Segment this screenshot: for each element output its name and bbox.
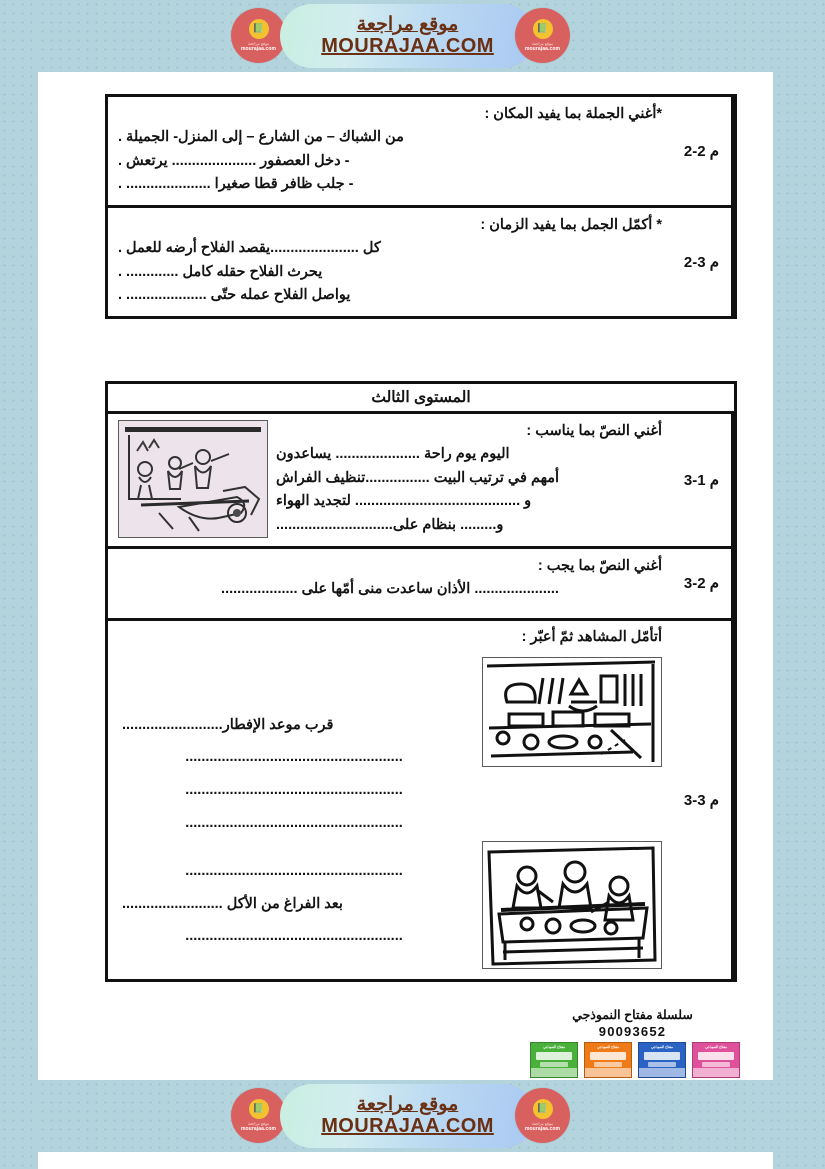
book-thumbnail-green[interactable]: [530, 1042, 578, 1078]
instruction-line: * أكمّل الجمل بما يفيد الزمان :: [480, 216, 662, 233]
logo-caption-arabic: موقع مراجعة: [531, 1120, 554, 1126]
exercise-body-2-2: [108, 97, 672, 205]
writing-lines-column: [118, 653, 470, 953]
blank-line[interactable]: و ......................................... لتجديد الهواء: [276, 493, 532, 510]
banner-pill-bottom[interactable]: [280, 1084, 535, 1148]
mourajaa-logo-icon-secondary: [515, 8, 570, 63]
book-band: [536, 1052, 572, 1060]
exercise-body-1-3: [108, 414, 672, 546]
exercise-text-block: [276, 420, 662, 537]
book-thumbnail-pink[interactable]: [692, 1042, 740, 1078]
book-band: [648, 1062, 677, 1067]
mourajaa-logo-icon-secondary: [515, 1088, 570, 1143]
book-title: مفتاح النموذجي: [651, 1045, 673, 1049]
banner-site-link[interactable]: MOURAJAA.COM: [321, 34, 494, 57]
logo-caption-latin: mourajaa.com: [240, 45, 277, 52]
book-footer-strip: [531, 1068, 577, 1077]
publisher-credit: [525, 1008, 740, 1039]
exercise-body-3-3: [108, 621, 672, 979]
mourajaa-logo-icon: [231, 1088, 286, 1143]
book-glyph-icon: 📗: [533, 1099, 553, 1119]
book-band: [594, 1062, 623, 1067]
banner-pill-top[interactable]: [280, 4, 535, 68]
blank-line[interactable]: أمهم في ترتيب البيت ................تنظيف الفراش: [276, 469, 560, 486]
logo-caption: [241, 1121, 276, 1132]
book-footer-strip: [585, 1068, 631, 1077]
book-thumbnail-blue[interactable]: [638, 1042, 686, 1078]
writing-blank-line[interactable]: ......................................................: [185, 928, 403, 945]
blank-line[interactable]: ..................... الأذان ساعدت منى أمّها على ...................: [221, 581, 559, 598]
worksheet-sheet: [38, 0, 773, 1169]
book-band: [698, 1052, 734, 1060]
book-thumbnail-orange[interactable]: [584, 1042, 632, 1078]
exercise-code-2-2: م 2-2: [672, 97, 734, 205]
exercise-body-2-3: [108, 549, 672, 618]
logo-caption: [241, 41, 276, 52]
banner-arabic-title: موقع مراجعة: [356, 1094, 459, 1116]
instruction-line: أغني النصّ بما يجب :: [537, 558, 662, 574]
book-title: مفتاح النموذجي: [705, 1045, 727, 1049]
logo-caption-arabic: موقع مراجعة: [247, 1120, 270, 1126]
exercise-table-level-three: [105, 381, 737, 982]
bottom-banner: [38, 1080, 773, 1152]
mourajaa-logo-icon: [231, 8, 286, 63]
figure-column: [482, 653, 662, 969]
book-thumbnails: [525, 1042, 740, 1078]
blank-line[interactable]: اليوم يوم راحة ..................... يساعدون: [276, 446, 510, 463]
book-band: [540, 1062, 569, 1067]
book-footer-strip: [693, 1068, 739, 1077]
book-glyph-icon: 📗: [249, 19, 269, 39]
exercise-table-level-two: [105, 94, 737, 319]
writing-blank-line[interactable]: ......................................................: [185, 814, 403, 831]
book-glyph-icon: 📗: [533, 19, 553, 39]
writing-prompt-line[interactable]: قرب موعد الإفطار.........................: [122, 716, 334, 733]
blank-line[interactable]: - دخل العصفور ..................... يرتعش .: [118, 152, 350, 169]
logo-caption-latin: mourajaa.com: [240, 1125, 277, 1132]
kitchen-table-sketch: [482, 657, 662, 767]
exercise-body-3-2: [108, 208, 672, 316]
house-tidying-sketch: [118, 420, 268, 538]
writing-blank-line[interactable]: ......................................................: [185, 781, 403, 798]
table-row: [108, 618, 734, 979]
book-band: [590, 1052, 626, 1060]
instruction-line: أتأمّل المشاهد ثمّ أعبّر :: [521, 628, 662, 645]
blank-line[interactable]: كل ......................يقصد الفلاح أرضه للعمل .: [118, 240, 381, 257]
word-bank-line: من الشباك – من الشارع – إلى المنزل- الجميلة .: [118, 129, 404, 146]
writing-prompt-line[interactable]: بعد الفراغ من الأكل .........................: [122, 895, 343, 912]
logo-caption-latin: mourajaa.com: [524, 1125, 561, 1132]
top-banner: [38, 0, 773, 72]
exercise-code-2-3: م 2-3: [672, 549, 734, 618]
banner-site-link[interactable]: MOURAJAA.COM: [321, 1114, 494, 1137]
instruction-line: *أغني الجملة بما يفيد المكان :: [484, 106, 662, 122]
table-row: [108, 205, 734, 316]
book-band: [702, 1062, 731, 1067]
banner-arabic-title: موقع مراجعة: [356, 14, 459, 36]
book-title: مفتاح النموذجي: [597, 1045, 619, 1049]
exercise-text-block: [118, 214, 662, 308]
book-glyph-icon: 📗: [249, 1099, 269, 1119]
blank-line[interactable]: يواصل الفلاح عمله حتّى .................... .: [118, 287, 351, 304]
writing-blank-line[interactable]: ......................................................: [185, 749, 403, 766]
book-title: مفتاح النموذجي: [543, 1045, 565, 1049]
exercise-code-3-2: م 3-2: [672, 208, 734, 316]
book-footer-strip: [639, 1068, 685, 1077]
family-eating-sketch: [482, 841, 662, 969]
logo-caption: [525, 1121, 560, 1132]
blank-line[interactable]: و......... بنظام على.............................: [276, 516, 504, 533]
table-row: [108, 546, 734, 618]
contact-phone: 90093652: [598, 1023, 667, 1039]
table-row: [108, 411, 734, 546]
exercise-text-block: [118, 103, 662, 197]
section-title: المستوى الثالث: [371, 389, 471, 406]
instruction-line: أغني النصّ بما يناسب :: [526, 423, 662, 439]
logo-caption-latin: mourajaa.com: [524, 45, 561, 52]
blank-line[interactable]: يحرث الفلاح حقله كامل ............. .: [118, 263, 323, 280]
writing-blank-line[interactable]: ......................................................: [185, 863, 403, 880]
logo-caption: [525, 41, 560, 52]
section-header-row: [108, 384, 734, 411]
table-row: [108, 97, 734, 205]
exercise-text-block: [118, 555, 662, 602]
blank-line[interactable]: - جلب ظافر قطا صغيرا ..................... .: [118, 176, 354, 193]
series-name: سلسلة مفتاح النموذجي: [572, 1008, 693, 1022]
logo-caption-arabic: موقع مراجعة: [247, 40, 270, 46]
exercise-code-3-3: م 3-3: [672, 621, 734, 979]
exercise-code-1-3: م 1-3: [672, 414, 734, 546]
book-band: [644, 1052, 680, 1060]
section-header: [108, 384, 734, 411]
logo-caption-arabic: موقع مراجعة: [531, 40, 554, 46]
